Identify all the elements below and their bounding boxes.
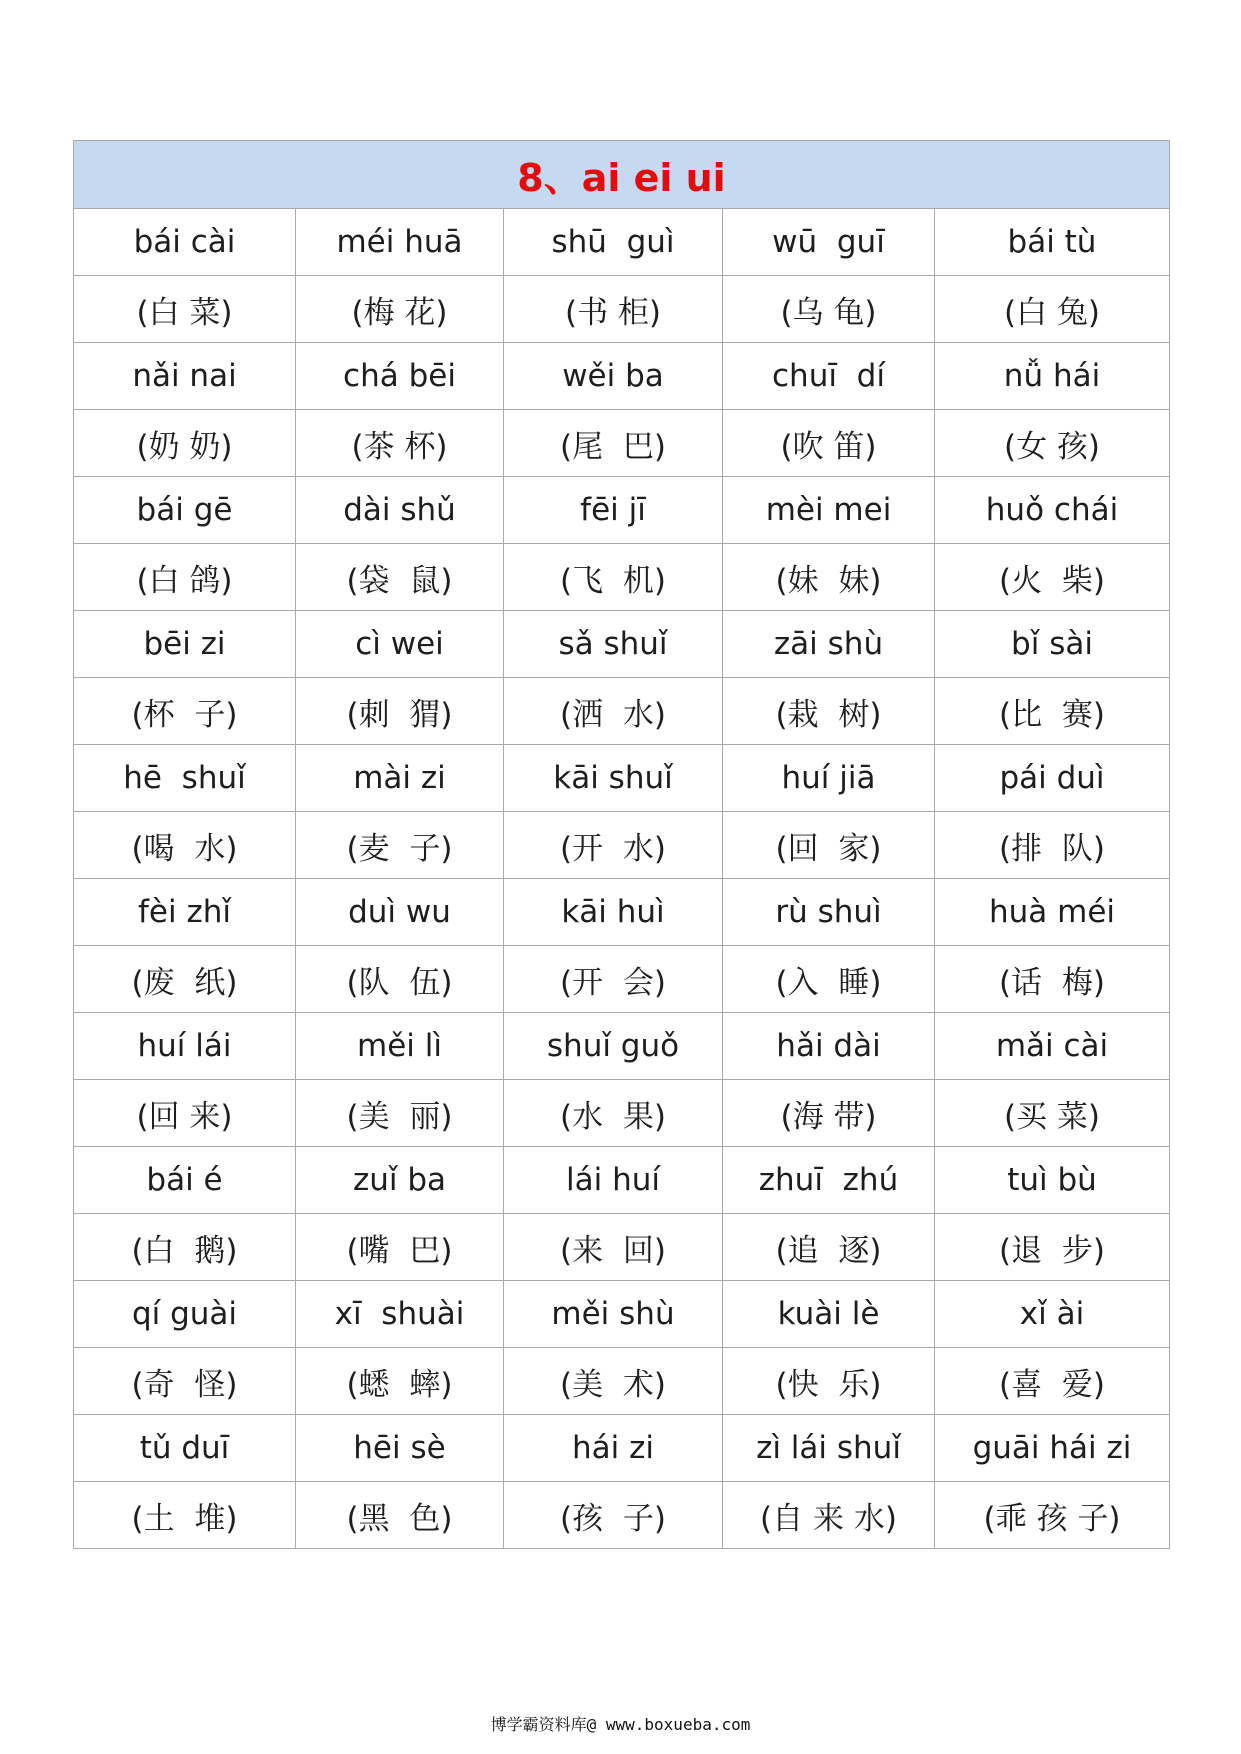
pinyin-cell: kāi huì (504, 879, 723, 946)
hanzi-row (74, 276, 1170, 343)
hanzi-row (74, 1348, 1170, 1415)
pinyin-cell: hái zi (504, 1415, 723, 1482)
hanzi-cell: (妹 妹) (723, 544, 935, 611)
hanzi-cell: (喜 爱) (935, 1348, 1170, 1415)
table-body (74, 209, 1170, 1549)
pinyin-row (74, 343, 1170, 410)
pinyin-cell: huí lái (74, 1013, 296, 1080)
hanzi-cell: (比 赛) (935, 678, 1170, 745)
pinyin-cell: duì wu (296, 879, 504, 946)
pinyin-cell: rù shuì (723, 879, 935, 946)
pinyin-cell: cì wei (296, 611, 504, 678)
hanzi-cell: (开 会) (504, 946, 723, 1013)
hanzi-row (74, 1482, 1170, 1549)
pinyin-cell: fèi zhǐ (74, 879, 296, 946)
pinyin-cell: bái tù (935, 209, 1170, 276)
hanzi-cell: (尾 巴) (504, 410, 723, 477)
pinyin-cell: dài shǔ (296, 477, 504, 544)
pinyin-cell: zuǐ ba (296, 1147, 504, 1214)
pinyin-cell: mèi mei (723, 477, 935, 544)
pinyin-cell: lái huí (504, 1147, 723, 1214)
hanzi-cell: (白 菜) (74, 276, 296, 343)
pinyin-cell: pái duì (935, 745, 1170, 812)
hanzi-cell: (美 丽) (296, 1080, 504, 1147)
hanzi-cell: (美 术) (504, 1348, 723, 1415)
pinyin-cell: hē shuǐ (74, 745, 296, 812)
pinyin-cell: mǎi cài (935, 1013, 1170, 1080)
hanzi-cell: (废 纸) (74, 946, 296, 1013)
hanzi-cell: (喝 水) (74, 812, 296, 879)
pinyin-cell: huà méi (935, 879, 1170, 946)
hanzi-cell: (孩 子) (504, 1482, 723, 1549)
pinyin-cell: zāi shù (723, 611, 935, 678)
hanzi-cell: (蟋 蟀) (296, 1348, 504, 1415)
pinyin-cell: shuǐ guǒ (504, 1013, 723, 1080)
hanzi-cell: (茶 杯) (296, 410, 504, 477)
hanzi-cell: (奇 怪) (74, 1348, 296, 1415)
pinyin-cell: kāi shuǐ (504, 745, 723, 812)
table-header-row (74, 141, 1170, 209)
hanzi-cell: (吹 笛) (723, 410, 935, 477)
hanzi-cell: (麦 子) (296, 812, 504, 879)
pinyin-cell: xī shuài (296, 1281, 504, 1348)
pinyin-cell: měi shù (504, 1281, 723, 1348)
pinyin-row (74, 1281, 1170, 1348)
pinyin-cell: bǐ sài (935, 611, 1170, 678)
hanzi-cell: (奶 奶) (74, 410, 296, 477)
hanzi-cell: (嘴 巴) (296, 1214, 504, 1281)
page-title: 8、ai ei ui (74, 141, 1170, 209)
hanzi-row (74, 544, 1170, 611)
pinyin-cell: shū guì (504, 209, 723, 276)
pinyin-cell: huí jiā (723, 745, 935, 812)
hanzi-cell: (开 水) (504, 812, 723, 879)
pinyin-cell: bēi zi (74, 611, 296, 678)
pinyin-cell: bái cài (74, 209, 296, 276)
hanzi-cell: (海 带) (723, 1080, 935, 1147)
hanzi-cell: (白 兔) (935, 276, 1170, 343)
pinyin-cell: zì lái shuǐ (723, 1415, 935, 1482)
pinyin-table (73, 140, 1170, 1549)
hanzi-cell: (买 菜) (935, 1080, 1170, 1147)
pinyin-cell: měi lì (296, 1013, 504, 1080)
hanzi-cell: (退 步) (935, 1214, 1170, 1281)
pinyin-row (74, 879, 1170, 946)
hanzi-cell: (排 队) (935, 812, 1170, 879)
hanzi-cell: (黑 色) (296, 1482, 504, 1549)
footer-watermark: 博学霸资料库@ www.boxueba.com (490, 1715, 751, 1734)
hanzi-cell: (快 乐) (723, 1348, 935, 1415)
pinyin-cell: bái é (74, 1147, 296, 1214)
hanzi-row (74, 1214, 1170, 1281)
pinyin-row (74, 1147, 1170, 1214)
hanzi-row (74, 410, 1170, 477)
pinyin-cell: méi huā (296, 209, 504, 276)
pinyin-cell: nǚ hái (935, 343, 1170, 410)
hanzi-cell: (话 梅) (935, 946, 1170, 1013)
hanzi-cell: (栽 树) (723, 678, 935, 745)
hanzi-cell: (白 鹅) (74, 1214, 296, 1281)
pinyin-cell: chuī dí (723, 343, 935, 410)
hanzi-row (74, 678, 1170, 745)
hanzi-cell: (梅 花) (296, 276, 504, 343)
hanzi-cell: (来 回) (504, 1214, 723, 1281)
hanzi-cell: (回 家) (723, 812, 935, 879)
hanzi-row (74, 946, 1170, 1013)
pinyin-cell: qí guài (74, 1281, 296, 1348)
hanzi-cell: (女 孩) (935, 410, 1170, 477)
pinyin-cell: wěi ba (504, 343, 723, 410)
pinyin-row (74, 1013, 1170, 1080)
pinyin-row (74, 1415, 1170, 1482)
pinyin-row (74, 745, 1170, 812)
pinyin-cell: wū guī (723, 209, 935, 276)
pinyin-cell: hǎi dài (723, 1013, 935, 1080)
hanzi-cell: (回 来) (74, 1080, 296, 1147)
pinyin-cell: chá bēi (296, 343, 504, 410)
hanzi-cell: (水 果) (504, 1080, 723, 1147)
hanzi-cell: (杯 子) (74, 678, 296, 745)
pinyin-cell: kuài lè (723, 1281, 935, 1348)
hanzi-row (74, 1080, 1170, 1147)
hanzi-cell: (袋 鼠) (296, 544, 504, 611)
pinyin-cell: hēi sè (296, 1415, 504, 1482)
hanzi-cell: (白 鸽) (74, 544, 296, 611)
pinyin-row (74, 209, 1170, 276)
pinyin-cell: guāi hái zi (935, 1415, 1170, 1482)
pinyin-cell: tǔ duī (74, 1415, 296, 1482)
pinyin-cell: xǐ ài (935, 1281, 1170, 1348)
pinyin-cell: huǒ chái (935, 477, 1170, 544)
hanzi-cell: (书 柜) (504, 276, 723, 343)
pinyin-cell: fēi jī (504, 477, 723, 544)
hanzi-cell: (追 逐) (723, 1214, 935, 1281)
pinyin-row (74, 477, 1170, 544)
pinyin-cell: bái gē (74, 477, 296, 544)
hanzi-row (74, 812, 1170, 879)
pinyin-cell: nǎi nai (74, 343, 296, 410)
hanzi-cell: (洒 水) (504, 678, 723, 745)
hanzi-cell: (火 柴) (935, 544, 1170, 611)
hanzi-cell: (乖 孩 子) (935, 1482, 1170, 1549)
hanzi-cell: (入 睡) (723, 946, 935, 1013)
pinyin-cell: sǎ shuǐ (504, 611, 723, 678)
hanzi-cell: (乌 龟) (723, 276, 935, 343)
hanzi-cell: (飞 机) (504, 544, 723, 611)
hanzi-cell: (刺 猬) (296, 678, 504, 745)
hanzi-cell: (土 堆) (74, 1482, 296, 1549)
hanzi-cell: (队 伍) (296, 946, 504, 1013)
pinyin-cell: tuì bù (935, 1147, 1170, 1214)
pinyin-cell: zhuī zhú (723, 1147, 935, 1214)
pinyin-row (74, 611, 1170, 678)
pinyin-cell: mài zi (296, 745, 504, 812)
hanzi-cell: (自 来 水) (723, 1482, 935, 1549)
